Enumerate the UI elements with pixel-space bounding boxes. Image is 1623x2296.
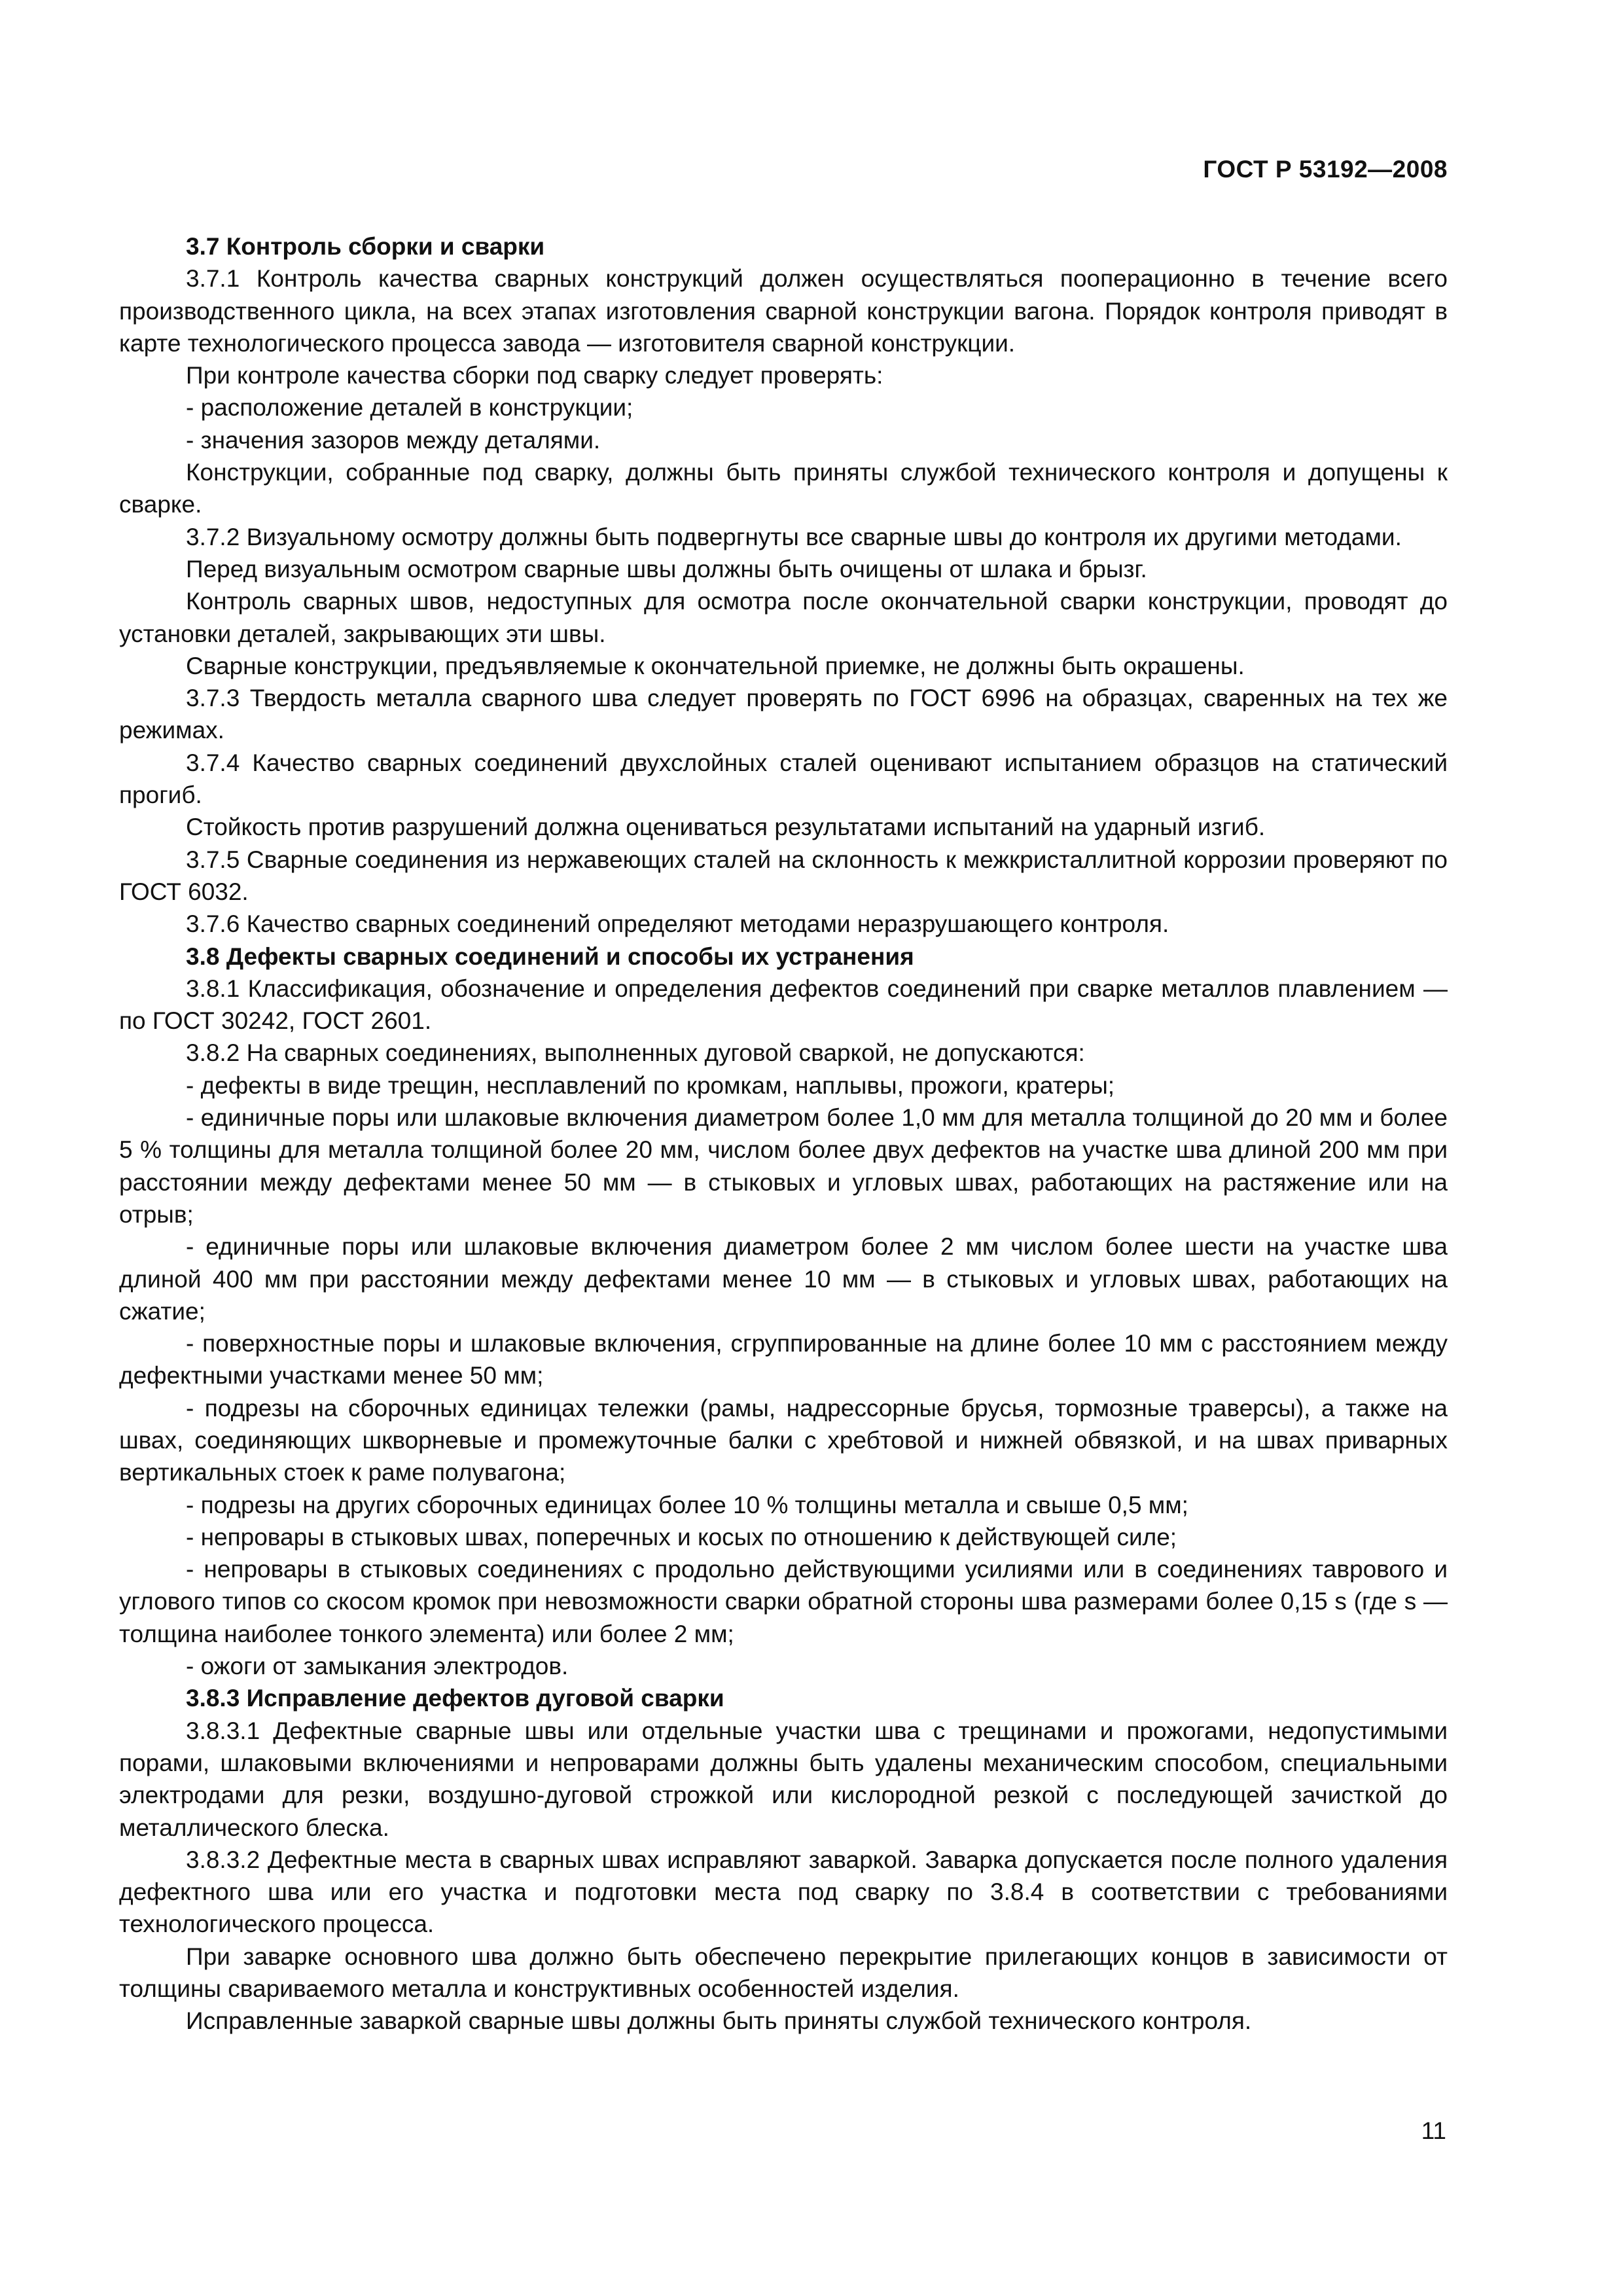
list-item: - расположение деталей в конструкции; [186, 394, 633, 422]
paragraph: 3.8.3.2 Дефектные места в сварных швах исправляют заваркой. Заварка допускается после полного удаления дефектного шва или его участка и подготовки места под сварку по 3.8.4 в соответствии с требованиями технологического процесса. [119, 1846, 1448, 1938]
paragraph: При контроле качества сборки под сварку следует проверять: [186, 362, 883, 389]
list-item: - подрезы на сборочных единицах тележки (рамы, надрессорные брусья, тормозные траверсы), а также на швах, соединяющих шкворневые и промежуточные балки с хребтовой и нижней обвязкой, и на швах приварных вертикальных стоек к раме полувагона; [119, 1394, 1448, 1486]
paragraph: 3.7.2 Визуальному осмотру должны быть подвергнуты все сварные швы до контроля их другими методами. [186, 523, 1402, 550]
list-item: - дефекты в виде трещин, несплавлений по кромкам, наплывы, прожоги, кратеры; [186, 1071, 1115, 1099]
list-item: - значения зазоров между деталями. [186, 426, 601, 454]
paragraph: 3.8.1 Классификация, обозначение и определения дефектов соединений при сварке металлов плавлением — по ГОСТ 30242, ГОСТ 2601. [119, 975, 1448, 1035]
paragraph: Контроль сварных швов, недоступных для осмотра после окончательной сварки конструкции, проводят до установки деталей, закрывающих эти швы. [119, 588, 1448, 647]
list-item: - ожоги от замыкания электродов. [186, 1653, 569, 1680]
paragraph: 3.7.1 Контроль качества сварных конструкций должен осуществляться пооперационно в течение всего производственного цикла, на всех этапах изготовления сварной конструкции вагона. Порядок контроля приводят в карте технологического процесса завода — изготовителя сварной конструкции. [119, 265, 1448, 357]
page-number: 11 [1421, 2117, 1446, 2144]
paragraph: 3.7.6 Качество сварных соединений определяют методами неразрушающего контроля. [186, 910, 1169, 938]
paragraph: Исправленные заваркой сварные швы должны быть приняты службой технического контроля. [186, 2007, 1252, 2035]
list-item: - непровары в стыковых швах, поперечных и косых по отношению к действующей силе; [186, 1523, 1177, 1551]
paragraph: Сварные конструкции, предъявляемые к окончательной приемке, не должны быть окрашены. [186, 652, 1245, 679]
list-item: - непровары в стыковых соединениях с продольно действующими усилиями или в соединениях таврового и углового типов со скосом кромок при невозможности сварки обратной стороны шва размерами более 0,15 s (где s — толщина наиболее тонкого элемента) или более 2 мм; [119, 1556, 1448, 1647]
paragraph: 3.7.4 Качество сварных соединений двухслойных сталей оценивают испытанием образцов на статический прогиб. [119, 749, 1448, 809]
paragraph: При заварке основного шва должно быть обеспечено перекрытие прилегающих концов в зависимости от толщины свариваемого металла и конструктивных особенностей изделия. [119, 1943, 1448, 2003]
list-item: - единичные поры или шлаковые включения диаметром более 1,0 мм для металла толщиной до 20 мм и более 5 % толщины для металла толщиной более 20 мм, числом более двух дефектов на участке шва длиной 200 мм при расстоянии между дефектами менее 50 мм — в стыковых и угловых швах, работающих на растяжение или на отрыв; [119, 1104, 1448, 1228]
paragraph: 3.8.3.1 Дефектные сварные швы или отдельные участки шва с трещинами и прожогами, недопустимыми порами, шлаковыми включениями и непроварами должны быть удалены механическим способом, специальными электродами для резки, воздушно-дуговой строжкой или кислородной резкой с последующей зачисткой до металлического блеска. [119, 1717, 1448, 1841]
list-item: - поверхностные поры и шлаковые включения, сгруппированные на длине более 10 мм с расстоянием между дефектными участками менее 50 мм; [119, 1330, 1448, 1390]
document-body [119, 230, 1448, 2037]
paragraph: 3.8.2 На сварных соединениях, выполненных дуговой сваркой, не допускаются: [186, 1039, 1085, 1067]
paragraph: 3.7.3 Твердость металла сварного шва следует проверять по ГОСТ 6996 на образцах, сваренных на тех же режимах. [119, 685, 1448, 744]
paragraph: Конструкции, собранные под сварку, должны быть приняты службой технического контроля и допущены к сварке. [119, 459, 1448, 518]
section-heading: 3.8.3 Исправление дефектов дуговой сварки [186, 1685, 724, 1712]
document-code: ГОСТ Р 53192—2008 [1203, 156, 1448, 183]
paragraph: Перед визуальным осмотром сварные швы должны быть очищены от шлака и брызг. [186, 555, 1147, 583]
list-item: - единичные поры или шлаковые включения диаметром более 2 мм числом более шести на участке шва длиной 400 мм при расстоянии между дефектами менее 10 мм — в стыковых и угловых швах, работающих на сжатие; [119, 1233, 1448, 1325]
section-heading: 3.8 Дефекты сварных соединений и способы их устранения [186, 942, 914, 970]
paragraph: Стойкость против разрушений должна оцениваться результатами испытаний на ударный изгиб. [186, 814, 1266, 841]
section-heading: 3.7 Контроль сборки и сварки [186, 233, 545, 260]
list-item: - подрезы на других сборочных единицах более 10 % толщины металла и свыше 0,5 мм; [186, 1491, 1188, 1518]
paragraph: 3.7.5 Сварные соединения из нержавеющих сталей на склонность к межкристаллитной коррозии проверяют по ГОСТ 6032. [119, 846, 1448, 905]
